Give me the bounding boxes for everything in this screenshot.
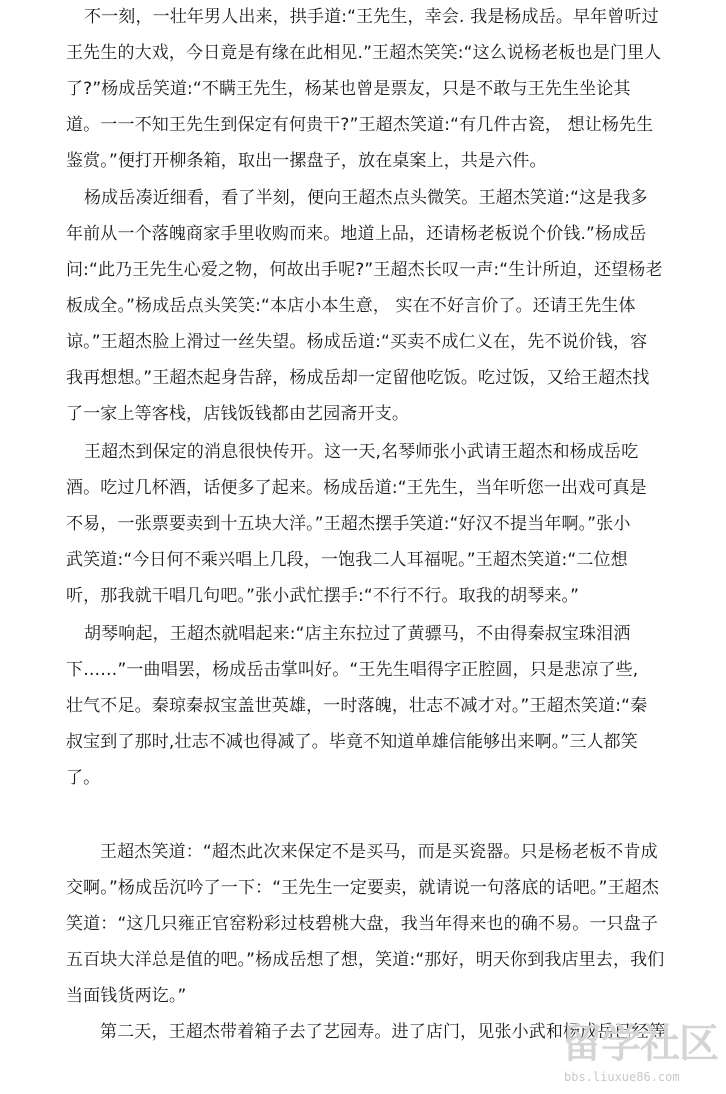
text-line: 鉴赏。”便打开柳条箱，取出一摞盘子，放在桌案上，共是六件。 [66, 151, 547, 171]
text-line: 年前从一个落魄商家手里收购而来。地道上品，还请杨老板说个价钱.”杨成岳 [66, 224, 647, 244]
text-line: 不易，一张票要卖到十五块大洋。”王超杰摆手笑道:“好汉不提当年啊。”张小 [66, 514, 631, 534]
text-line: 王超杰到保定的消息很快传开。这一天,名琴师张小武请王超杰和杨成岳吃 [84, 442, 639, 462]
text-line: 壮气不足。秦琼秦叔宝盖世英雄，一时落魄，壮志不减才对。”王超杰笑道:“秦 [66, 696, 648, 716]
watermark-logo [562, 1020, 718, 1090]
text-line: 笑道：“这几只雍正官窑粉彩过枝碧桃大盘，我当年得来也的确不易。一只盘子 [66, 914, 659, 934]
watermark-url: bbs.liuxue86.com [564, 1070, 680, 1084]
text-line: 了?”杨成岳笑道:“不瞒王先生，杨某也曾是票友，只是不敢与王先生坐论其 [66, 79, 631, 99]
text-line: 第二天，王超杰带着箱子去了艺园寿。进了店门，见张小武和杨成岳已经等 [100, 1022, 666, 1042]
text-line: 杨成岳凑近细看，看了半刻，便向王超杰点头微笑。王超杰笑道:“这是我多 [84, 188, 648, 208]
text-line: 问:“此乃王先生心爱之物，何故出手呢?”王超杰长叹一声:“生计所迫，还望杨老 [66, 260, 663, 280]
text-line: 胡琴响起，王超杰就唱起来:“店主东拉过了黄骠马，不由得秦叔宝珠泪洒 [84, 624, 631, 644]
text-line: 道。一一不知王先生到保定有何贵干?”王超杰笑道:“有几件古瓷， 想让杨先生 [66, 115, 654, 135]
text-line: 交啊。”杨成岳沉吟了一下：“王先生一定要卖，就请说一句落底的话吧。”王超杰 [66, 878, 659, 898]
text-line: 酒。吃过几杯酒，话便多了起来。杨成岳道:“王先生，当年听您一出戏可真是 [66, 478, 647, 498]
text-line: 当面钱货两讫。” [66, 986, 187, 1006]
text-line: 叔宝到了那时,壮志不减也得减了。毕竟不知道单雄信能够出来啊。”三人都笑 [66, 732, 638, 752]
text-line: 五百块大洋总是值的吧。”杨成岳想了想，笑道:“那好，明天你到我店里去，我们 [66, 950, 665, 970]
text-line: 王先生的大戏，今日竟是有缘在此相见.”王超杰笑笑:“这么说杨老板也是门里人 [66, 43, 662, 63]
watermark-text: 留学社区 [562, 1021, 718, 1067]
text-line: 板成全。”杨成岳点头笑笑:“本店小本生意， 实在不好言价了。还请王先生体 [66, 296, 636, 316]
text-line: 王超杰笑道：“超杰此次来保定不是买马，而是买瓷器。只是杨老板不肯成 [100, 842, 658, 862]
text-line: 听，那我就干唱几句吧。”张小武忙摆手:“不行不行。取我的胡琴来。” [66, 586, 580, 606]
text-line: 不一刻，一壮年男人出来，拱手道:“王先生，幸会. 我是杨成岳。早年曾听过 [84, 7, 659, 27]
text-line: 谅。”王超杰脸上滑过一丝失望。杨成岳道:“买卖不成仁义在，先不说价钱，容 [66, 332, 648, 352]
text-line: 我再想想。”王超杰起身告辞，杨成岳却一定留他吃饭。吃过饭，又给王超杰找 [66, 368, 650, 388]
text-line: 了一家上等客栈，店钱饭钱都由艺园斋开支。 [66, 404, 409, 424]
text-line: 武笑道:“今日何不乘兴唱上几段，一饱我二人耳福呢。”王超杰笑道:“二位想 [66, 550, 628, 570]
text-line: 下……”一曲唱罢，杨成岳击掌叫好。“王先生唱得字正腔圆，只是悲凉了些, [66, 660, 639, 680]
text-line: 了。 [66, 768, 101, 788]
